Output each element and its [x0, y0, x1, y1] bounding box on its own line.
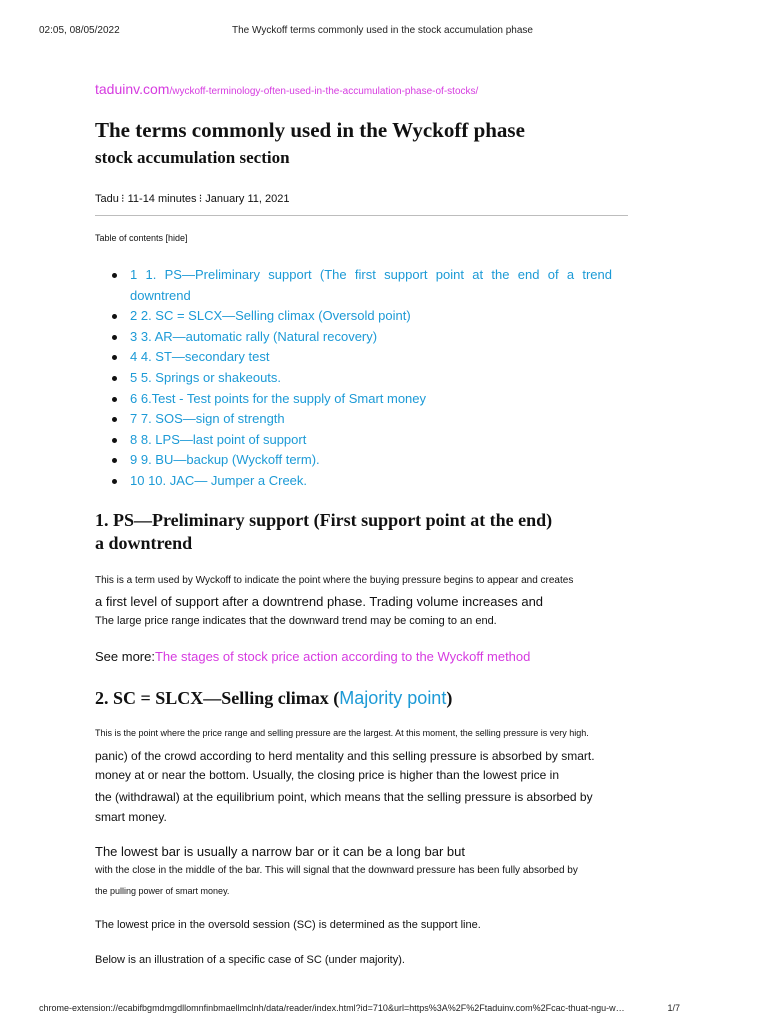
section2-paragraph: the (withdrawal) at the equilibrium point, which means that the selling pressure is absorbed by [95, 790, 593, 804]
section1-paragraph: a first level of support after a downtrend phase. Trading volume increases and [95, 594, 544, 609]
bullet-icon [112, 314, 117, 319]
see-more [95, 649, 530, 664]
section2-paragraph: The lowest bar is usually a narrow bar or it can be a long bar but [95, 844, 465, 859]
section1-heading-line1: 1. PS—Preliminary support (First support point at the end) [95, 510, 553, 530]
toc-item[interactable] [112, 347, 612, 368]
see-more-label: See more: [95, 649, 155, 664]
bullet-icon [112, 335, 117, 340]
section2-heading-prefix: 2. SC = SLCX—Selling climax ( [95, 688, 340, 708]
toc-item-label[interactable]: 10 10. JAC— Jumper a Creek. [130, 472, 308, 488]
bullet-icon [112, 417, 117, 422]
toc-item-label[interactable]: 7 7. SOS—sign of strength [130, 411, 285, 427]
print-footer-url: chrome-extension://ecabifbgmdmgdllomnfinbmaellmclnh/data/reader/index.html?id=710&url=https%3A%2F%2Ftaduinv.com%2Fcac-thuat-ngu-w… [39, 1003, 625, 1013]
toc-item[interactable] [112, 368, 612, 389]
section2-paragraph: with the close in the middle of the bar. This will signal that the downward pressure has been fully absorbed by [95, 865, 578, 876]
toc-item[interactable] [112, 306, 612, 327]
toc-item-label[interactable]: 4 4. ST—secondary test [130, 349, 270, 365]
toc-item-label[interactable]: 2 2. SC = SLCX—Selling climax (Oversold point) [130, 308, 411, 324]
bullet-icon [112, 273, 117, 278]
section2-paragraph: the pulling power of smart money. [95, 886, 230, 896]
bullet-icon [112, 397, 117, 402]
divider [95, 215, 628, 216]
section2-heading [95, 688, 452, 709]
section2-paragraph: The lowest price in the oversold session (SC) is determined as the support line. [95, 919, 481, 931]
bullet-icon [112, 458, 117, 463]
section2-heading-link[interactable]: Majority point [339, 688, 447, 708]
toc-item-label[interactable]: 6 6.Test - Test points for the supply of Smart money [130, 390, 427, 406]
section1-heading-line2: a downtrend [95, 533, 193, 553]
print-datetime: 02:05, 08/05/2022 [39, 25, 120, 36]
toc-item-label[interactable]: 5 5. Springs or shakeouts. [130, 369, 282, 385]
section2-heading-suffix: ) [446, 688, 453, 708]
source-domain[interactable]: taduinv.com [95, 81, 170, 97]
bullet-icon [112, 355, 117, 360]
article-meta: Tadu ⁝ 11-14 minutes ⁝ January 11, 2021 [95, 193, 290, 205]
section2-paragraph: money at or near the bottom. Usually, the closing price is higher than the lowest price in [95, 768, 560, 782]
toc-item-label[interactable]: 1 1. PS—Preliminary support (The first support point at the end of a trend downtrend [130, 267, 612, 303]
article-title-line1: The terms commonly used in the Wyckoff phase [95, 118, 525, 142]
article-title-line2: stock accumulation section [95, 148, 290, 167]
print-doc-title: The Wyckoff terms commonly used in the stock accumulation phase [232, 25, 533, 36]
toc-item[interactable] [112, 471, 612, 492]
section1-paragraph: This is a term used by Wyckoff to indicate the point where the buying pressure begins to appear and creates [95, 575, 574, 586]
toc-list [112, 265, 612, 492]
toc-item[interactable] [112, 430, 612, 451]
toc-item-label[interactable]: 8 8. LPS—last point of support [130, 431, 307, 447]
bullet-icon [112, 376, 117, 381]
toc-label[interactable]: Table of contents [hide] [95, 233, 188, 243]
toc-item-label[interactable]: 3 3. AR—automatic rally (Natural recovery) [130, 328, 378, 344]
section2-paragraph: smart money. [95, 810, 167, 824]
see-more-link[interactable]: The stages of stock price action according to the Wyckoff method [154, 649, 531, 664]
bullet-icon [112, 479, 117, 484]
toc-item[interactable] [112, 265, 612, 306]
section2-paragraph: Below is an illustration of a specific case of SC (under majority). [95, 954, 405, 966]
toc-item[interactable] [112, 450, 612, 471]
source-path[interactable]: /wyckoff-terminology-often-used-in-the-accumulation-phase-of-stocks/ [169, 86, 479, 97]
bullet-icon [112, 438, 117, 443]
toc-item[interactable] [112, 409, 612, 430]
toc-item[interactable] [112, 389, 612, 410]
toc-item[interactable] [112, 327, 612, 348]
source-link[interactable] [95, 81, 478, 99]
section2-paragraph: panic) of the crowd according to herd mentality and this selling pressure is absorbed by smart. [95, 749, 595, 763]
section1-paragraph: The large price range indicates that the downward trend may be coming to an end. [95, 615, 497, 627]
print-page-number: 1/7 [667, 1003, 680, 1013]
section2-paragraph: This is the point where the price range and selling pressure are the largest. At this moment, the selling pressure is very high. [95, 728, 589, 738]
toc-item-label[interactable]: 9 9. BU—backup (Wyckoff term). [130, 452, 320, 468]
